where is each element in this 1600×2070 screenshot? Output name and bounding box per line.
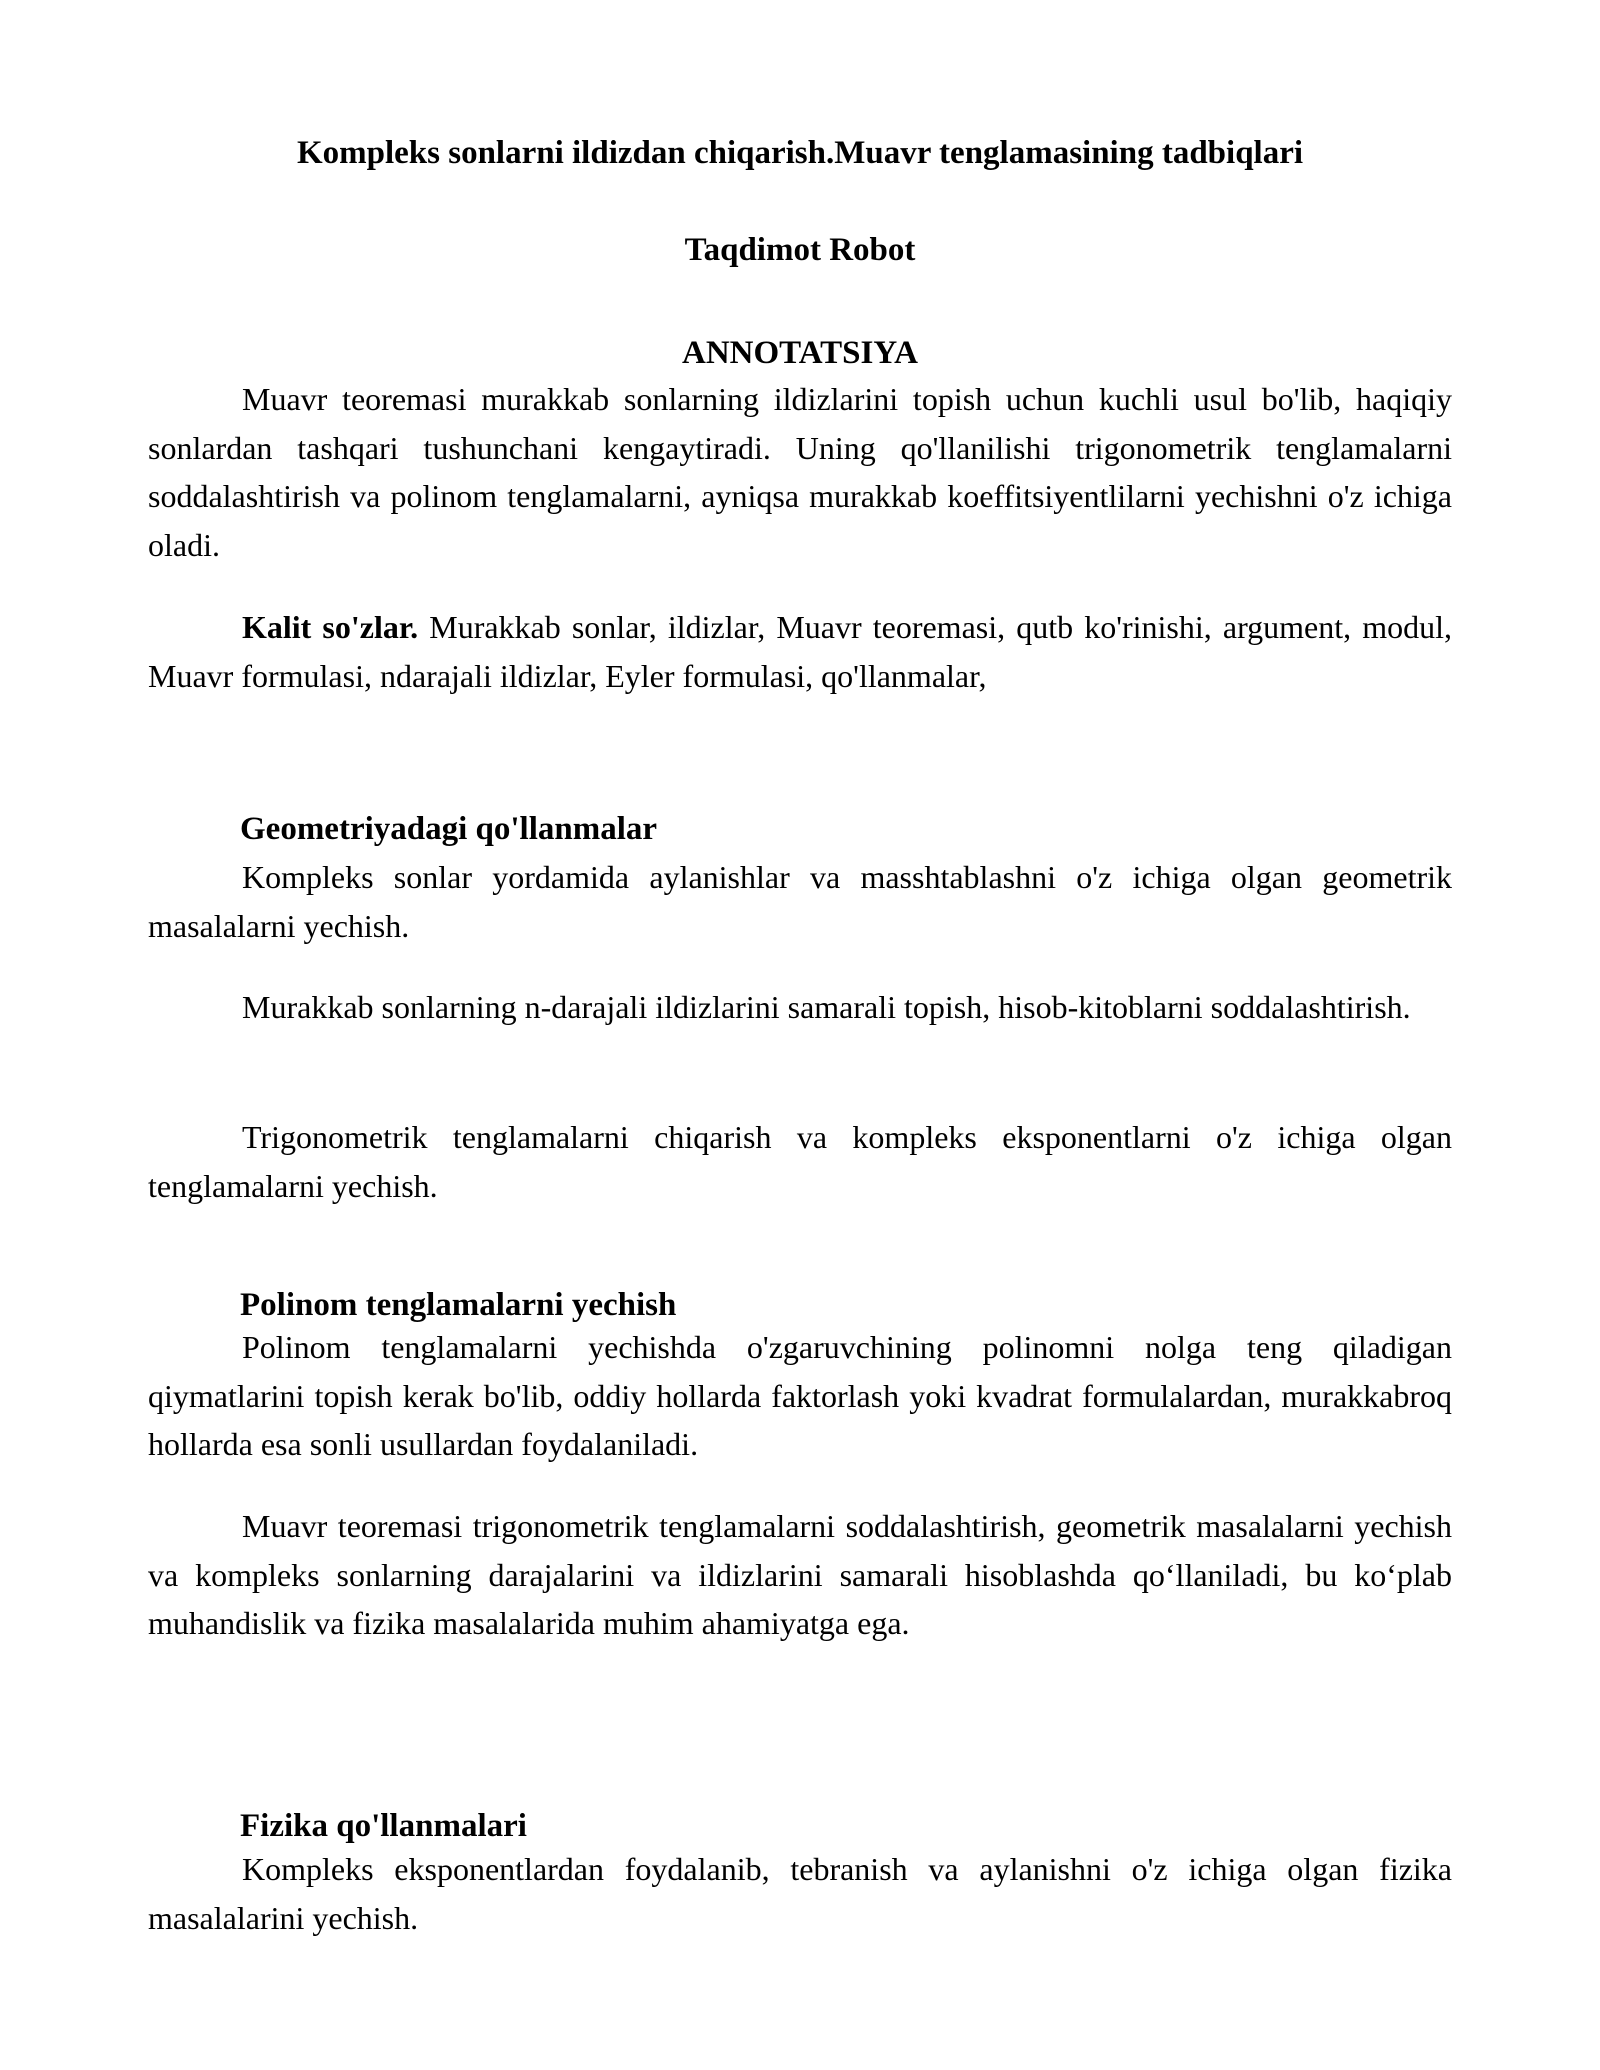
section-paragraph: Muavr teoremasi trigonometrik tenglamalarni soddalashtirish, geometrik masalalarni yechish va kompleks sonlarning darajalarini va ildizlarini samarali hisoblashda qo‘llaniladi, bu ko‘plab muhandislik va fizika masalalarida muhim ahamiyatga ega. <box>148 1508 1452 1641</box>
section-paragraph: Polinom tenglamalarni yechishda o'zgaruvchining polinomni nolga teng qiladigan qiymatlarini topish kerak bo'lib, oddiy hollarda faktorlash yoki kvadrat formulalardan, murakkabroq hollarda esa sonli usullardan foydalaniladi. <box>148 1329 1452 1462</box>
keywords-paragraph <box>148 603 1452 700</box>
section-paragraph: Kompleks eksponentlardan foydalanib, tebranish va aylanishni o'z ichiga olgan fizika masalalarini yechish. <box>148 1851 1452 1936</box>
keywords-label: Kalit so'zlar. <box>242 609 419 645</box>
annotation-heading: ANNOTATSIYA <box>682 335 918 371</box>
section-paragraph: Kompleks sonlar yordamida aylanishlar va masshtablashni o'z ichiga olgan geometrik masalalarni yechish. <box>148 859 1452 944</box>
section-paragraph: Trigonometrik tenglamalarni chiqarish va kompleks eksponentlarni o'z ichiga olgan tenglamalarni yechish. <box>148 1119 1452 1204</box>
section-heading-physics: Fizika qo'llanmalari <box>240 1808 527 1844</box>
section-heading-polynomial: Polinom tenglamalarni yechish <box>240 1287 677 1323</box>
keywords-text: Murakkab sonlar, ildizlar, Muavr teoremasi, qutb ko'rinishi, argument, modul, Muavr formulasi, ndarajali ildizlar, Eyler formulasi, qo'llanmalar, <box>148 609 1453 694</box>
annotation-paragraph: Muavr teoremasi murakkab sonlarning ildizlarini topish uchun kuchli usul bo'lib, haqiqiy sonlardan tashqari tushunchani kengaytiradi. Uning qo'llanilishi trigonometrik tenglamalarni soddalashtirish va polinom tenglamalarni, ayniqsa murakkab koeffitsiyentlilarni yechishni o'z ichiga oladi. <box>148 381 1452 563</box>
section-heading-geometry: Geometriyadagi qo'llanmalar <box>240 811 658 847</box>
document-title: Kompleks sonlarni ildizdan chiqarish.Muavr tenglamasining tadbiqlari <box>296 135 1304 171</box>
section-paragraph: Murakkab sonlarning n-darajali ildizlarini samarali topish, hisob-kitoblarni soddalashtirish. <box>242 989 1411 1025</box>
document-author: Taqdimot Robot <box>684 232 916 268</box>
